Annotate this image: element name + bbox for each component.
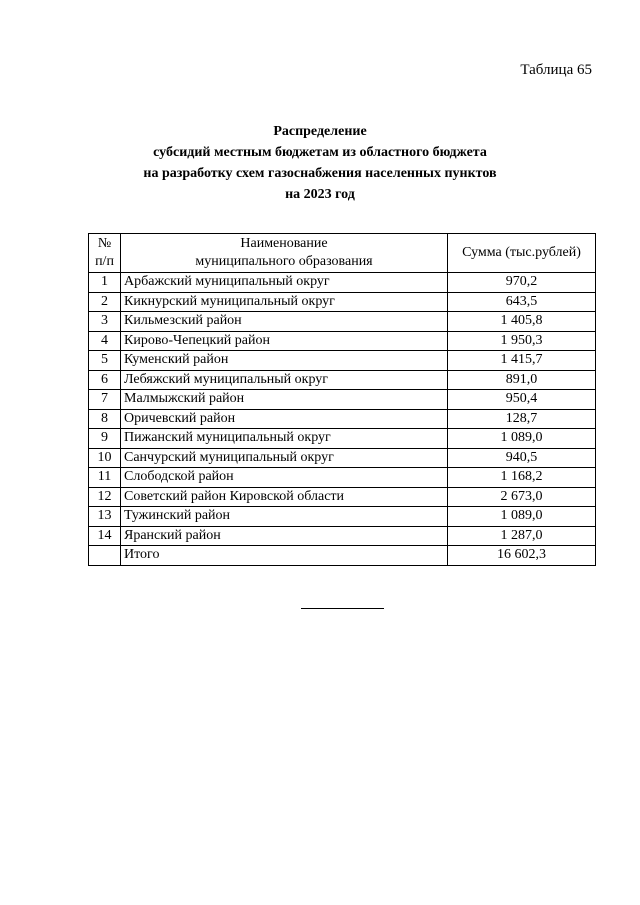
row-sum: 1 089,0: [448, 507, 596, 527]
row-sum: 1 168,2: [448, 468, 596, 488]
row-name: Санчурский муниципальный округ: [121, 448, 448, 468]
total-row: [89, 546, 596, 566]
row-number: 8: [89, 409, 121, 429]
row-name: Лебяжский муниципальный округ: [121, 370, 448, 390]
title-line: на 2023 год: [285, 187, 355, 202]
row-number: 14: [89, 526, 121, 546]
table-body: [89, 273, 596, 566]
total-number-cell: [89, 546, 121, 566]
closing-divider-line: [301, 608, 384, 609]
header-number-line2: п/п: [95, 254, 114, 269]
table-row: [89, 468, 596, 488]
row-name: Кирово-Чепецкий район: [121, 331, 448, 351]
row-sum: 128,7: [448, 409, 596, 429]
row-sum: 2 673,0: [448, 487, 596, 507]
row-sum: 643,5: [448, 292, 596, 312]
row-name: Слободской район: [121, 468, 448, 488]
row-sum: 891,0: [448, 370, 596, 390]
total-sum: 16 602,3: [448, 546, 596, 566]
row-number: 2: [89, 292, 121, 312]
header-name-line1: Наименование: [240, 236, 328, 251]
header-sum: Сумма (тыс.рублей): [448, 234, 596, 273]
row-number: 1: [89, 273, 121, 293]
row-number: 10: [89, 448, 121, 468]
table-row: [89, 409, 596, 429]
table-row: [89, 312, 596, 332]
row-name: Малмыжский район: [121, 390, 448, 410]
row-number: 3: [89, 312, 121, 332]
row-name: Оричевский район: [121, 409, 448, 429]
title-line: на разработку схем газоснабжения населенных пунктов: [143, 166, 497, 181]
table-number-label: Таблица 65: [520, 62, 592, 78]
row-sum: 970,2: [448, 273, 596, 293]
row-sum: 950,4: [448, 390, 596, 410]
table-row: [89, 331, 596, 351]
total-label: Итого: [121, 546, 448, 566]
row-sum: 1 405,8: [448, 312, 596, 332]
row-number: 13: [89, 507, 121, 527]
table-row: [89, 370, 596, 390]
table-row: [89, 292, 596, 312]
header-number: [89, 234, 121, 273]
row-name: Советский район Кировской области: [121, 487, 448, 507]
row-number: 7: [89, 390, 121, 410]
row-number: 4: [89, 331, 121, 351]
row-name: Тужинский район: [121, 507, 448, 527]
header-number-line1: №: [97, 236, 112, 251]
row-name: Яранский район: [121, 526, 448, 546]
table-row: [89, 526, 596, 546]
row-number: 6: [89, 370, 121, 390]
row-sum: 1 287,0: [448, 526, 596, 546]
row-sum: 940,5: [448, 448, 596, 468]
row-number: 12: [89, 487, 121, 507]
document-title: [0, 121, 640, 205]
row-sum: 1 415,7: [448, 351, 596, 371]
row-name: Пижанский муниципальный округ: [121, 429, 448, 449]
table-row: [89, 390, 596, 410]
row-name: Кильмезский район: [121, 312, 448, 332]
table-row: [89, 507, 596, 527]
row-sum: 1 950,3: [448, 331, 596, 351]
row-number: 11: [89, 468, 121, 488]
title-line: субсидий местным бюджетам из областного бюджета: [153, 145, 487, 160]
title-line: Распределение: [273, 124, 367, 139]
row-name: Куменский район: [121, 351, 448, 371]
table-row: [89, 273, 596, 293]
table-row: [89, 487, 596, 507]
row-number: 9: [89, 429, 121, 449]
header-name-line2: муниципального образования: [195, 254, 373, 269]
table-header-row: [89, 234, 596, 273]
row-number: 5: [89, 351, 121, 371]
table-row: [89, 448, 596, 468]
table-row: [89, 351, 596, 371]
row-sum: 1 089,0: [448, 429, 596, 449]
header-name: [121, 234, 448, 273]
row-name: Кикнурский муниципальный округ: [121, 292, 448, 312]
table-row: [89, 429, 596, 449]
row-name: Арбажский муниципальный округ: [121, 273, 448, 293]
subsidy-table: [88, 233, 596, 566]
